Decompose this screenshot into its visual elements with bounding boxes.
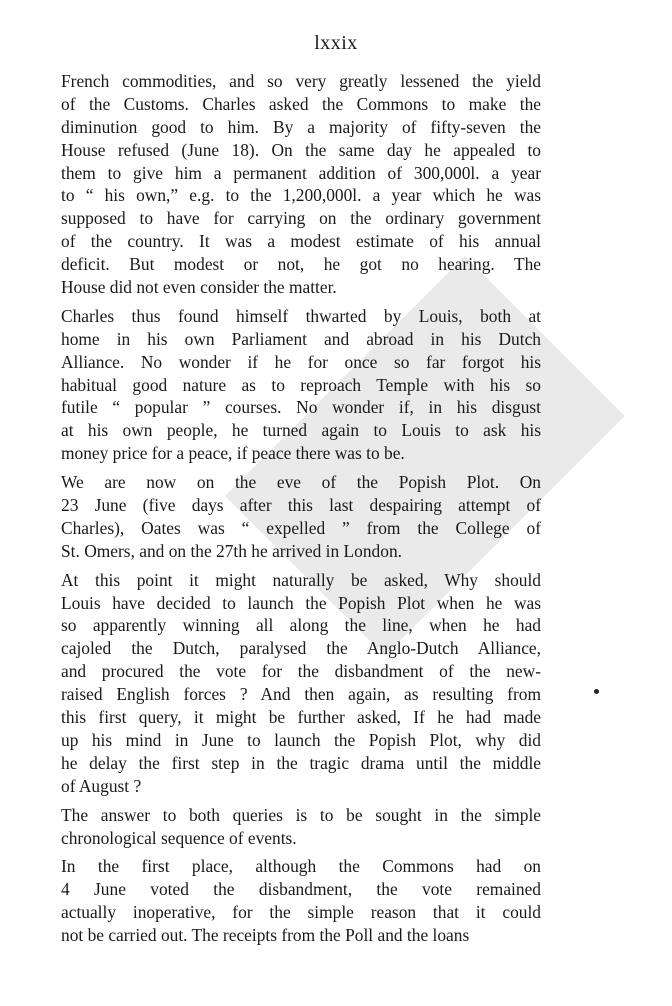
text-line: of the Customs. Charles asked the Commons to make the (61, 93, 541, 114)
paragraph (61, 305, 541, 465)
text-line: of August ? (61, 775, 142, 796)
text-line: Louis have decided to launch the Popish Plot when he was (61, 592, 541, 613)
text-line: up his mind in June to launch the Popish Plot, why did (61, 729, 541, 750)
page-number-heading: lxxix (314, 32, 358, 54)
text-line: 23 June (five days after this last despairing attempt of (61, 495, 541, 516)
text-line: House refused (June 18). On the same day he appealed to (61, 139, 541, 160)
text-line: Alliance. No wonder if he for once so far forgot his (61, 351, 541, 372)
text-line: In the first place, although the Commons had on (61, 856, 541, 877)
text-line: futile “ popular ” courses. No wonder if, in his disgust (61, 397, 541, 418)
text-line: actually inoperative, for the simple reason that it could (61, 902, 541, 923)
text-line: At this point it might naturally be asked, Why should (61, 569, 541, 590)
text-line: The answer to both queries is to be sought in the simple (61, 804, 541, 825)
text-line: diminution good to him. By a majority of fifty-seven the (61, 116, 541, 137)
text-line: chronological sequence of events. (61, 827, 297, 848)
paragraph (61, 569, 541, 798)
text-line: Charles thus found himself thwarted by Louis, both at (61, 305, 541, 326)
text-line: of the country. It was a modest estimate of his annual (61, 231, 541, 252)
text-line: 4 June voted the disbandment, the vote remained (61, 879, 541, 900)
text-line: habitual good nature as to reproach Temple with his so (61, 374, 541, 395)
paragraph (61, 855, 541, 947)
text-line: House did not even consider the matter. (61, 277, 337, 298)
text-line: money price for a peace, if peace there was to be. (61, 443, 405, 464)
text-line: them to give him a permanent addition of 300,000l. a year (61, 162, 541, 183)
text-line: this first query, it might be further asked, If he had made (61, 707, 541, 728)
paragraph (61, 471, 541, 563)
paragraph (61, 804, 541, 850)
text-line: at his own people, he turned again to Louis to ask his (61, 420, 541, 441)
text-line: not be carried out. The receipts from the Poll and the loans (61, 925, 470, 946)
text-line: We are now on the eve of the Popish Plot. On (61, 472, 541, 493)
text-line: French commodities, and so very greatly lessened the yield (61, 71, 541, 91)
paragraph (61, 70, 541, 299)
text-line: raised English forces ? And then again, as resulting from (61, 684, 541, 705)
text-line: and procured the vote for the disbandment of the new- (61, 661, 541, 682)
text-line: St. Omers, and on the 27th he arrived in London. (61, 540, 402, 561)
text-line: Charles), Oates was “ expelled ” from the College of (61, 517, 541, 538)
text-line: deficit. But modest or not, he got no hearing. The (61, 254, 541, 275)
text-line: supposed to have for carrying on the ordinary government (61, 208, 541, 229)
text-line: he delay the first step in the tragic drama until the middle (61, 752, 541, 773)
body-text (61, 70, 541, 953)
text-line: home in his own Parliament and abroad in his Dutch (61, 328, 541, 349)
text-line: to “ his own,” e.g. to the 1,200,000l. a year which he was (61, 185, 541, 206)
text-line: so apparently winning all along the line, when he had (61, 615, 541, 636)
text-line: cajoled the Dutch, paralysed the Anglo-Dutch Alliance, (61, 638, 541, 659)
ink-speck (594, 689, 599, 694)
